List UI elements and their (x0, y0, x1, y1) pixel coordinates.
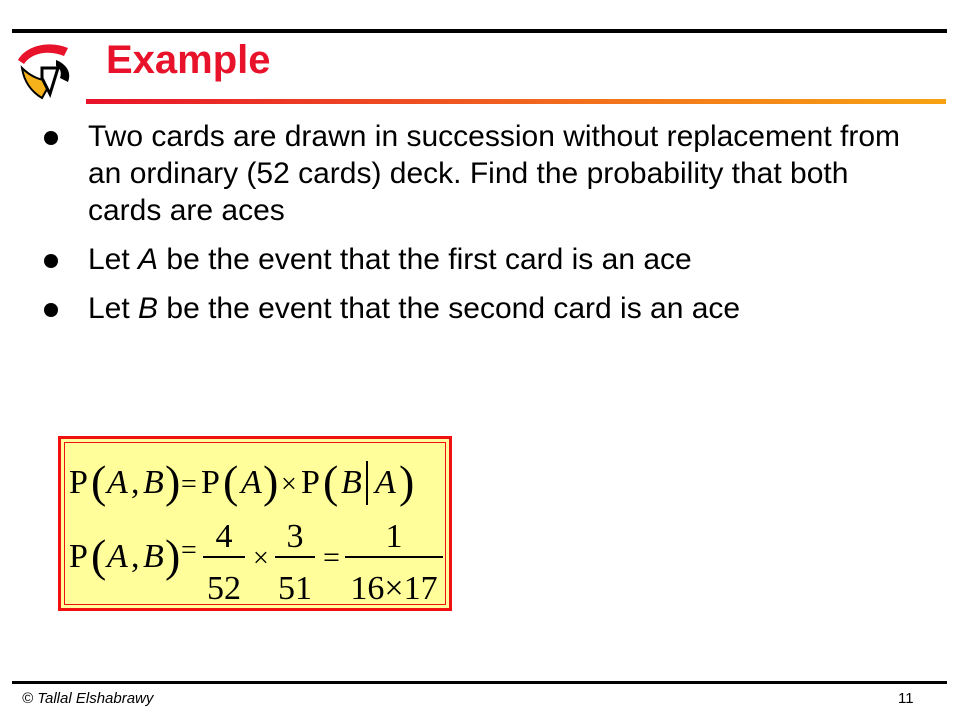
svg-text:×: × (253, 543, 269, 574)
svg-text:(: ( (323, 456, 339, 507)
bullet-dot-icon (44, 131, 58, 145)
bullet-text-prefix: Let (88, 292, 139, 325)
svg-text:,: , (131, 538, 140, 575)
bullet-list (40, 118, 920, 339)
formula-line-1 (69, 456, 414, 507)
svg-text:B: B (341, 464, 362, 501)
formula-graphic (61, 439, 455, 614)
bullet-text: Two cards are drawn in succession without replacement from an ordinary (52 cards) deck. Find the probability that both cards are aces (88, 120, 901, 227)
svg-text:=: = (181, 535, 197, 566)
formula-line-2 (69, 518, 443, 607)
svg-text:=: = (181, 469, 197, 500)
fraction-3-numerator: 1 (385, 518, 403, 555)
event-a-symbol: A (138, 243, 159, 276)
top-rule (12, 29, 947, 33)
title-underline (86, 99, 946, 104)
bullet-event-b (40, 290, 920, 327)
fraction-3-denominator: 16×17 (350, 570, 438, 607)
svg-text:×: × (281, 469, 297, 500)
bullet-dot-icon (44, 254, 58, 268)
bullet-dot-icon (44, 303, 58, 317)
svg-text:,: , (131, 464, 140, 501)
footer-copyright: © Tallal Elshabrawy (22, 690, 154, 707)
slide-number: 11 (898, 690, 914, 707)
svg-text:A: A (241, 464, 262, 501)
fraction-2-denominator: 51 (278, 570, 312, 607)
svg-text:): ) (165, 530, 181, 581)
slide-title: Example (106, 38, 271, 82)
svg-text:(: ( (91, 530, 107, 581)
bullet-text-suffix: be the event that the second card is an ace (158, 292, 741, 325)
svg-text:P: P (69, 538, 88, 575)
svg-text:B: B (143, 538, 164, 575)
fraction-1-numerator: 4 (215, 518, 233, 555)
bullet-event-a (40, 241, 920, 278)
event-b-symbol: B (138, 292, 159, 325)
svg-text:): ) (399, 456, 415, 507)
svg-text:P: P (201, 464, 220, 501)
svg-text:P: P (69, 464, 88, 501)
svg-text:(: ( (223, 456, 239, 507)
svg-text:(: ( (91, 456, 107, 507)
formula-box (58, 436, 452, 611)
svg-text:A: A (107, 538, 128, 575)
svg-text:): ) (263, 456, 279, 507)
svg-text:=: = (323, 541, 340, 574)
bottom-rule (12, 681, 947, 684)
fraction-1-denominator: 52 (207, 570, 241, 607)
bullet-problem-statement (40, 118, 920, 229)
bullet-text-suffix: be the event that the first card is an ace (158, 243, 692, 276)
svg-text:A: A (107, 464, 128, 501)
university-logo-icon (12, 38, 78, 100)
svg-text:P: P (301, 464, 320, 501)
bullet-text-prefix: Let (88, 243, 139, 276)
svg-text:A: A (375, 464, 396, 501)
svg-text:B: B (143, 464, 164, 501)
fraction-2-numerator: 3 (286, 518, 304, 555)
svg-text:): ) (165, 456, 181, 507)
